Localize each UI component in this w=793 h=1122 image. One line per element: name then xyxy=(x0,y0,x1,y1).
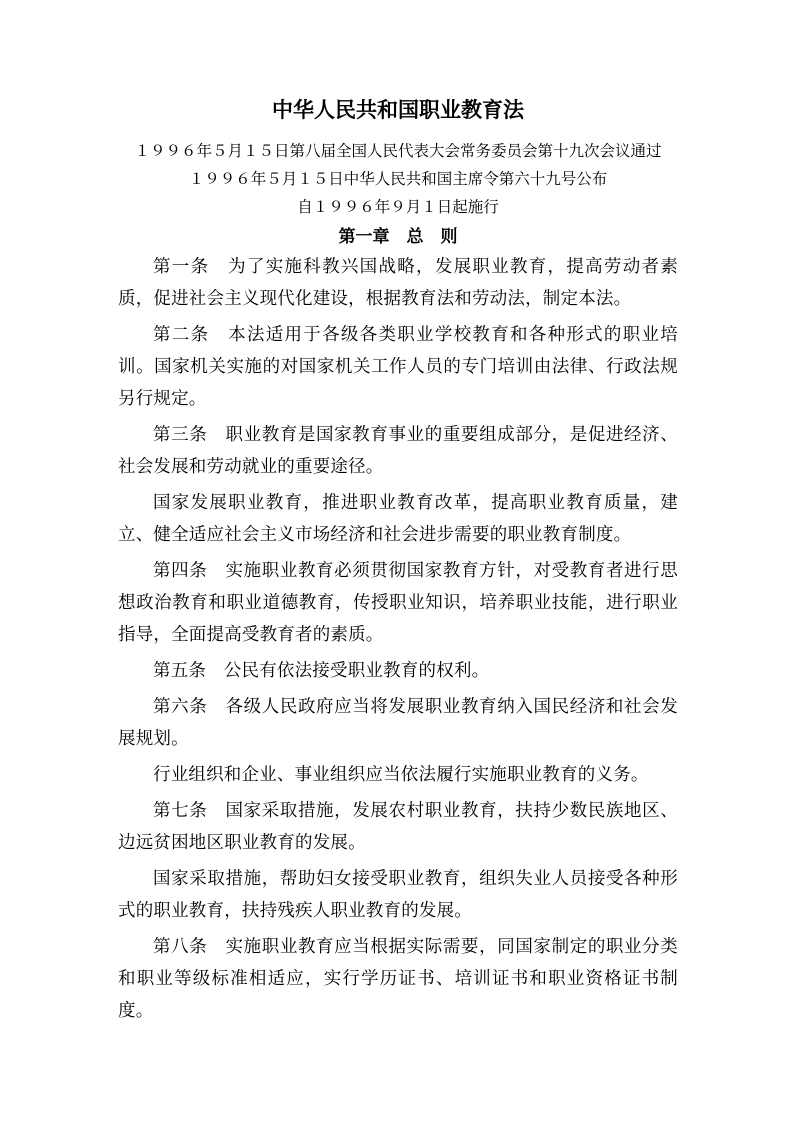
article-4: 第四条 实施职业教育必须贯彻国家教育方针，对受教育者进行思想政治教育和职业道德教育，传授职业知识，培养职业技能，进行职业指导，全面提高受教育者的素质。 xyxy=(118,561,678,645)
document-page xyxy=(118,95,678,1031)
article-5: 第五条 公民有依法接受职业教育的权利。 xyxy=(153,661,490,681)
article-2: 第二条 本法适用于各级各类职业学校教育和各种形式的职业培训。国家机关实施的对国家机关工作人员的专门培训由法律、行政法规另行规定。 xyxy=(118,325,678,409)
adoption-line: １９９６年５月１５日第八届全国人民代表大会常务委员会第十九次会议通过 xyxy=(134,142,662,160)
article-3: 第三条 职业教育是国家教育事业的重要组成部分，是促进经济、社会发展和劳动就业的重要途径。 xyxy=(118,425,678,477)
document-title: 中华人民共和国职业教育法 xyxy=(272,97,524,122)
article-6: 第六条 各级人民政府应当将发展职业教育纳入国民经济和社会发展规划。 xyxy=(118,697,678,749)
article-1: 第一条 为了实施科教兴国战略，发展职业教育，提高劳动者素质，促进社会主义现代化建设，根据教育法和劳动法，制定本法。 xyxy=(118,257,678,309)
promulgation-line: １９９６年５月１５日中华人民共和国主席令第六十九号公布 xyxy=(188,170,608,188)
effective-date-line: 自１９９６年９月１日起施行 xyxy=(297,198,499,216)
article-7: 第七条 国家采取措施，发展农村职业教育，扶持少数民族地区、边远贫困地区职业教育的发展。 xyxy=(118,801,678,853)
article-3-paragraph-2: 国家发展职业教育，推进职业教育改革，提高职业教育质量，建立、健全适应社会主义市场经济和社会进步需要的职业教育制度。 xyxy=(118,493,678,545)
article-8: 第八条 实施职业教育应当根据实际需要，同国家制定的职业分类和职业等级标准相适应，实行学历证书、培训证书和职业资格证书制度。 xyxy=(118,937,678,1021)
article-6-paragraph-2: 行业组织和企业、事业组织应当依法履行实施职业教育的义务。 xyxy=(153,765,649,785)
chapter-heading: 第一章 总 则 xyxy=(338,227,458,247)
article-7-paragraph-2: 国家采取措施，帮助妇女接受职业教育，组织失业人员接受各种形式的职业教育，扶持残疾人职业教育的发展。 xyxy=(118,869,678,921)
